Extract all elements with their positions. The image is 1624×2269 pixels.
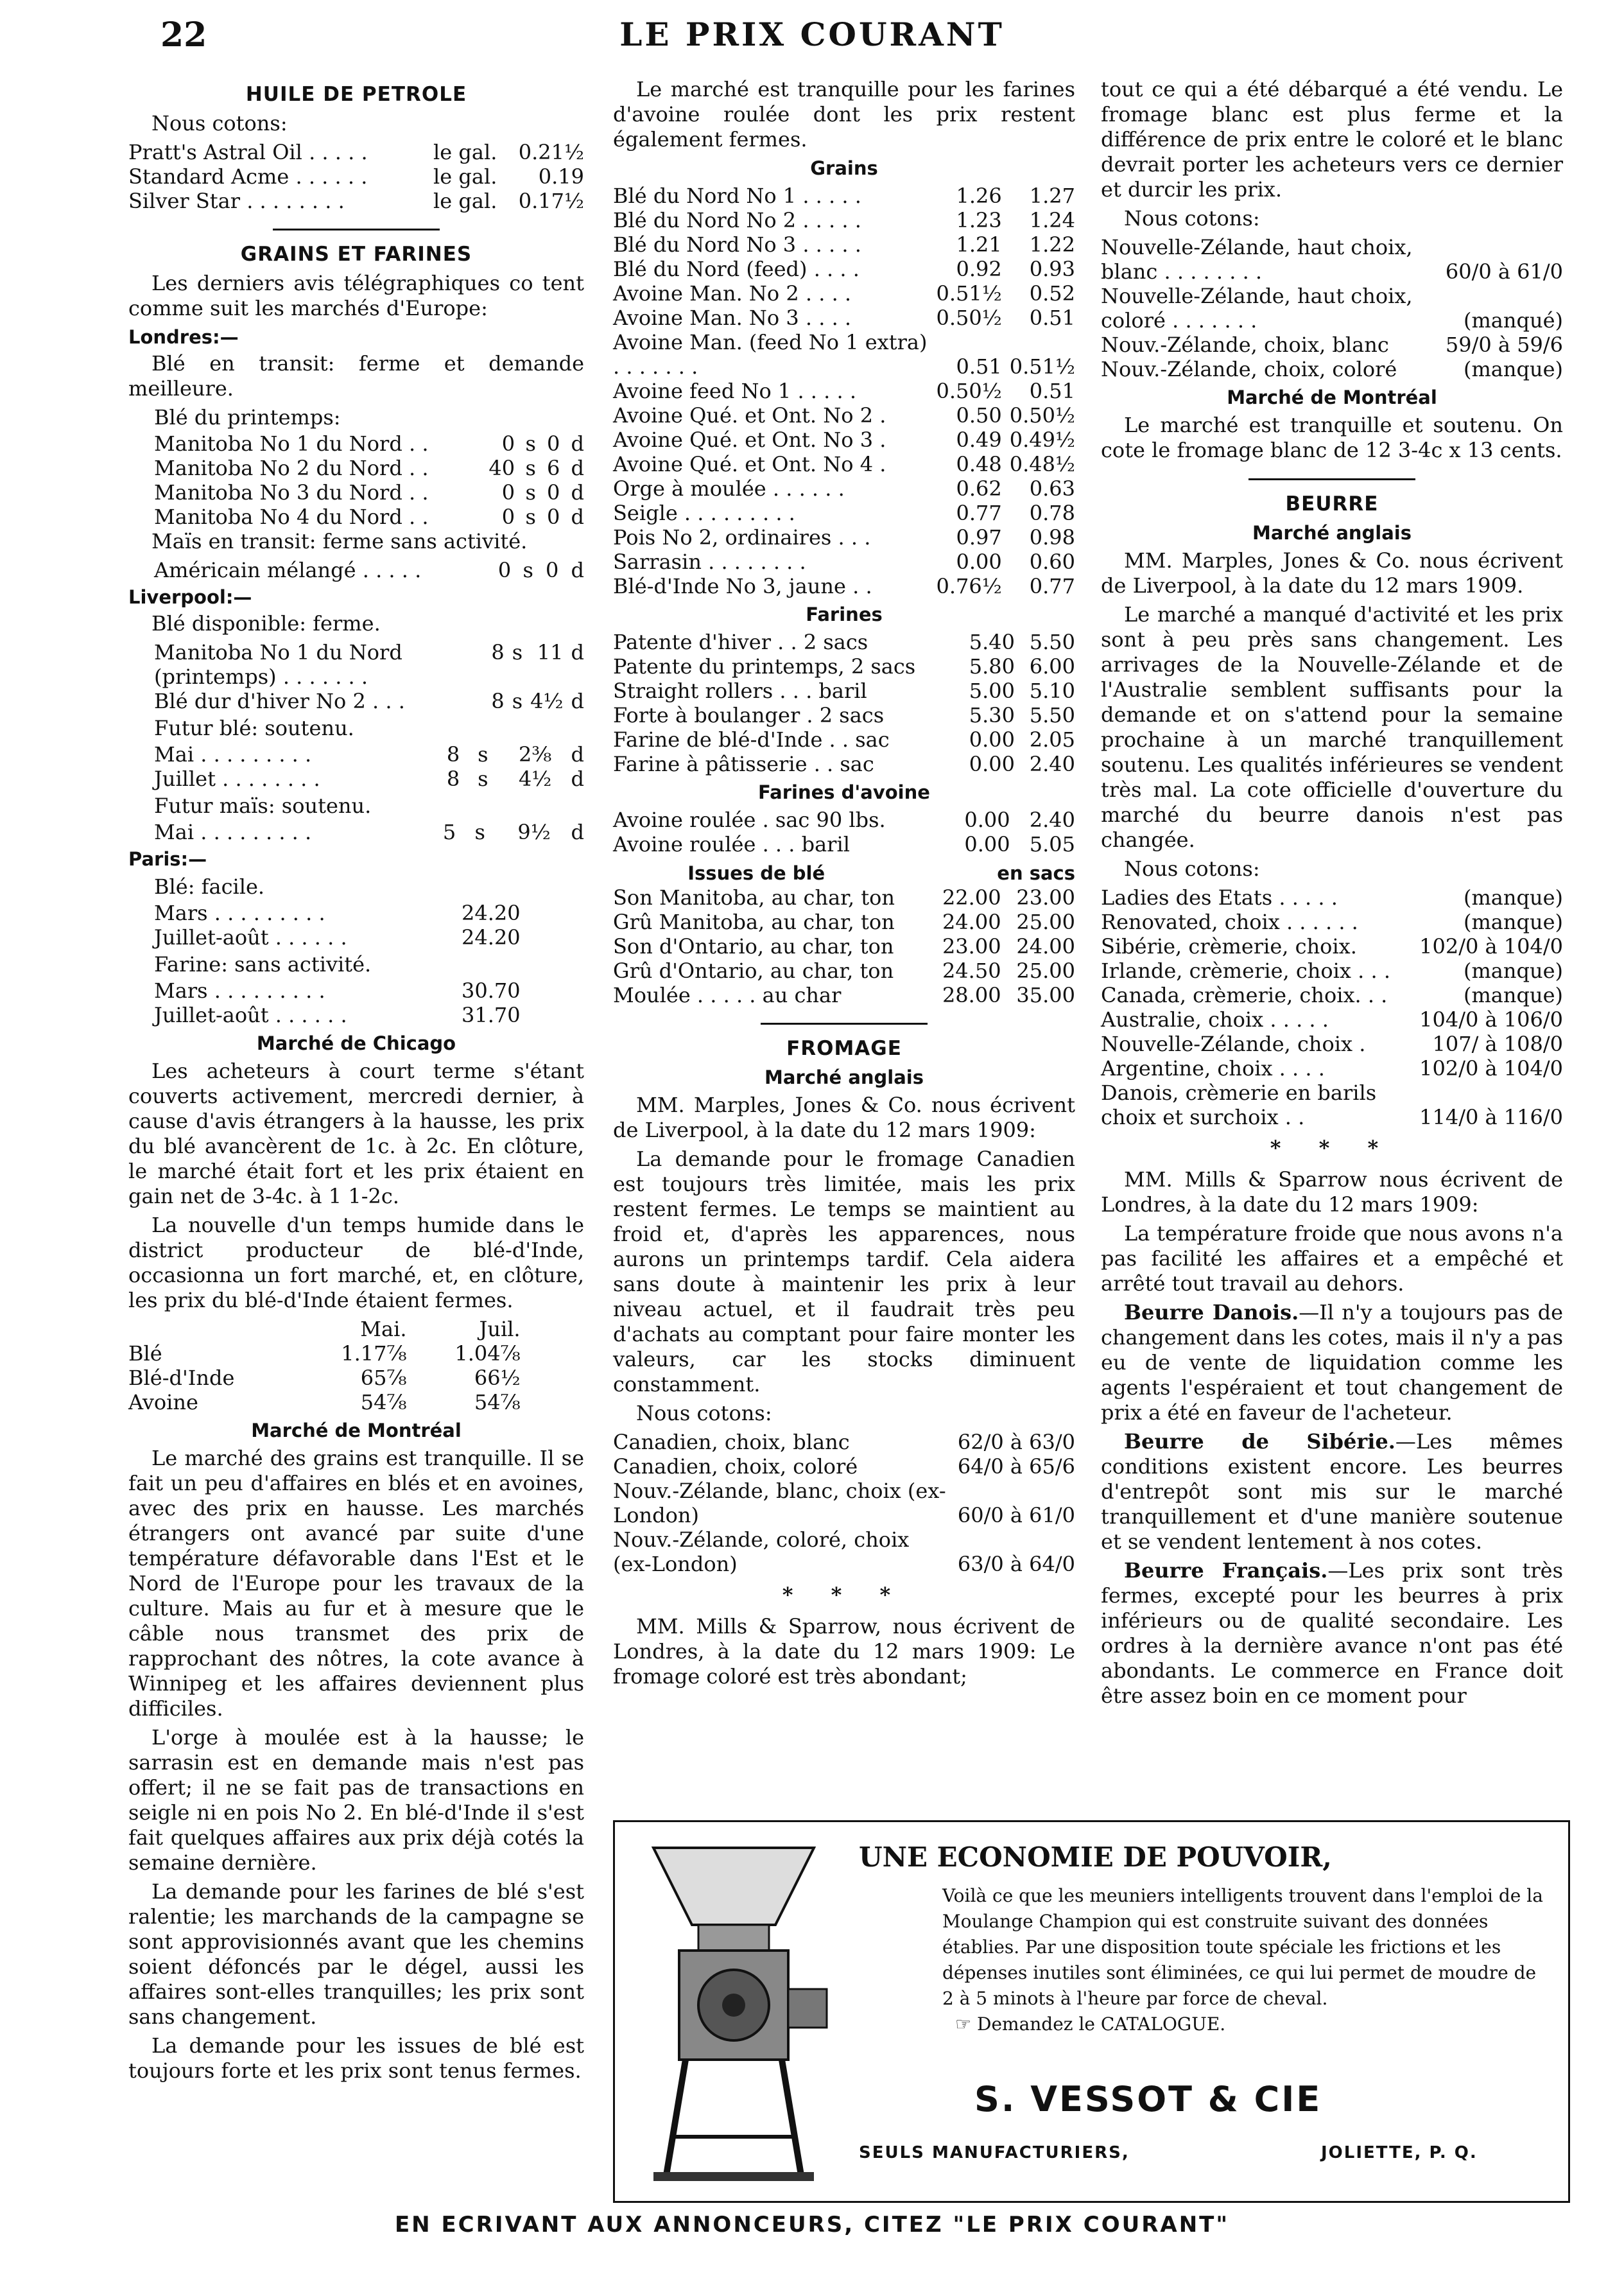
- fromage-paragraph-2: La demande pour le fromage Canadien est toujours très limitée, mais les prix restent fermes. Le temps se maintient au froid et, d'après les apparences, nous aurons un printemps tardif. Cela aidera sans doute à maintenir les prix à leur niveau actuel, et il faudrait très peu d'achats au comptant pour faire monter les valeurs, car les stocks diminuent constamment.: [613, 1147, 1075, 1396]
- fromage-continued: tout ce qui a été débarqué a été vendu. Le fromage blanc est plus ferme et la différence de prix entre le coloré et le blanc devrait porter les acheteurs vers ce dernier et durcir les prix.: [1101, 77, 1563, 202]
- montreal-paragraph-2: L'orge à moulée est à la hausse; le sarrasin est en demande mais n'est pas offert; il ne se fait pas de transactions en seigle ni en pois No 2. En blé-d'Inde il s'est fait quelques affaires aux prix déjà cotés la semaine dernière.: [128, 1725, 584, 1875]
- table-row: Silver Star . . . . . . . . le gal. 0.17½: [128, 189, 584, 213]
- table-row: Grû d'Ontario, au char, ton 24.50 25.00: [613, 959, 1075, 983]
- publication-title: LE PRIX COURANT: [619, 15, 1005, 53]
- table-row: Seigle . . . . . . . . . 0.77 0.78: [613, 501, 1075, 525]
- avoine-title: Farines d'avoine: [758, 781, 930, 803]
- table-row: Blé-d'Inde 65⅞ 66½: [128, 1366, 521, 1390]
- column-1: [128, 77, 584, 2087]
- chicago-title: Marché de Chicago: [256, 1032, 456, 1054]
- liverpool-futur-ble-table: [128, 742, 584, 791]
- ad-manufacturers: SEULS MANUFACTURIERS,: [859, 2143, 1130, 2162]
- londres-mais: Maïs en transit: ferme sans activité.: [151, 529, 528, 553]
- fromage-paragraph-1: MM. Marples, Jones & Co. nous écrivent de Liverpool, à la date du 12 mars 1909:: [613, 1093, 1075, 1142]
- table-row: Nouvelle-Zélande, haut choix, coloré . . . . . . . (manqué): [1101, 284, 1563, 333]
- table-row: Manitoba No 2 du Nord . . 40 s 6 d: [154, 456, 584, 480]
- ad-brand: S. VESSOT & CIE: [974, 2079, 1322, 2119]
- table-row: Straight rollers . . . baril 5.00 5.10: [613, 679, 1075, 703]
- montreal-paragraph-4: La demande pour les issues de blé est toujours forte et les prix sont tenus fermes.: [128, 2033, 584, 2083]
- table-row: Avoine Man. No 2 . . . . 0.51½ 0.52: [613, 281, 1075, 306]
- table-row: Avoine roulée . . . baril 0.00 5.05: [613, 832, 1075, 856]
- londres-americain-table: [128, 558, 584, 582]
- advertisement-vessot: [613, 1820, 1570, 2203]
- table-row: Nouvelle-Zélande, choix . 107/ à 108/0: [1101, 1032, 1563, 1056]
- table-row: Juillet-août . . . . . . 31.70: [154, 1003, 521, 1027]
- farines-table: [613, 630, 1075, 776]
- table-row: Manitoba No 1 du Nord (printemps) . . . . . . . 8 s 11 d: [154, 640, 584, 689]
- mills-beurre-paragraph-1: MM. Mills & Sparrow nous écrivent de Londres, à la date du 12 mars 1909:: [1101, 1167, 1563, 1217]
- issues-header: [613, 860, 1075, 885]
- beurre-paragraph-2: Le marché a manqué d'activité et les prix sont à peu près sans changement. Les arrivages de la Nouvelle-Zélande et de l'Australie semblent suffisants pour la demande et on s'attend pour la semaine prochaine à un marché tranquillement soutenu. Les qualités inférieures se vendent très mal. La cote officielle d'ouverture du marché du beurre danois n'est pas changée.: [1101, 602, 1563, 852]
- table-row: Canadien, choix, blanc 62/0 à 63/0: [613, 1430, 1075, 1454]
- londres-table: [128, 431, 584, 529]
- table-row: Son Manitoba, au char, ton 22.00 23.00: [613, 885, 1075, 910]
- liverpool-disponible: Blé disponible: ferme.: [151, 611, 381, 636]
- table-row: Nouv.-Zélande, choix, blanc 59/0 à 59/6: [1101, 333, 1563, 357]
- table-row: Blé du Nord No 2 . . . . . 1.23 1.24: [613, 208, 1075, 232]
- table-row: Américain mélangé . . . . . 0 s 0 d: [154, 558, 584, 582]
- beurre-paragraph-1: MM. Marples, Jones & Co. nous écrivent de Liverpool, à la date du 12 mars 1909.: [1101, 548, 1563, 598]
- issues-title: Issues de blé: [687, 862, 825, 884]
- table-row: Forte à boulanger . 2 sacs 5.30 5.50: [613, 703, 1075, 727]
- table-row: Avoine Qué. et Ont. No 3 . 0.49 0.49½: [613, 428, 1075, 452]
- divider: [761, 1023, 928, 1025]
- table-row: Grû Manitoba, au char, ton 24.00 25.00: [613, 910, 1075, 934]
- table-row: Avoine feed No 1 . . . . . 0.50½ 0.51: [613, 379, 1075, 403]
- section-stars: * * *: [782, 1583, 906, 1607]
- table-row: Manitoba No 1 du Nord . . 0 s 0 d: [154, 431, 584, 456]
- table-row: Argentine, choix . . . . 102/0 à 104/0: [1101, 1056, 1563, 1081]
- chicago-table: [128, 1317, 521, 1414]
- grains-intro: Les derniers avis télégraphiques co tent comme suit les marchés d'Europe:: [128, 271, 584, 320]
- mill-machine-illustration: [628, 1835, 840, 2188]
- section-stars: * * *: [1270, 1136, 1394, 1160]
- table-row: Juillet . . . . . . . . 8 s 4½ d: [154, 767, 584, 791]
- beurre-table: [1101, 885, 1563, 1129]
- beurre-siberie-paragraph: Beurre de Sibérie.—Les mêmes conditions existent encore. Les beurres d'entrepôt sont mis sur le marché tranquillement et d'une manière soutenue et se vendent lentement à nos cotes.: [1101, 1429, 1564, 1554]
- fromage-table: [613, 1430, 1075, 1576]
- column-3: [1101, 77, 1563, 1712]
- table-row: Blé du Nord No 1 . . . . . 1.26 1.27: [613, 184, 1075, 208]
- table-row: Mai . . . . . . . . . 8 s 2⅜ d: [154, 742, 584, 767]
- ad-text: Voilà ce que les meuniers intelligents trouvent dans l'emploi de la Moulange Champion qui est construite suivant des données établies. Par une disposition toute spéciale les frictions et les dépenses inutiles sont éliminées, ce qui lui permet de moudre de 2 à 5 minots à l'heure par force de cheval.: [942, 1885, 1543, 2009]
- chicago-paragraph-1: Les acheteurs à court terme s'étant couverts activement, mercredi dernier, à cause d'avis étrangers à la hausse, les prix du blé avancèrent de 1c. à 2c. En clôture, le marché était fort et les prix étaient en gain net de 3-4c. à 1 1-2c.: [128, 1059, 584, 1208]
- liverpool-futur-mais-table: [128, 820, 584, 844]
- table-row: Manitoba No 3 du Nord . . 0 s 0 d: [154, 480, 584, 505]
- table-row: Mars . . . . . . . . . 24.20: [154, 901, 521, 925]
- table-row: Sibérie, crèmerie, choix. 102/0 à 104/0: [1101, 934, 1563, 959]
- beurre-francais-paragraph: Beurre Français.—Les prix sont très fermes, excepté pour les beurres à prix inférieurs ou de qualité secondaire. Les ordres à la dernière avance n'ont pas été abondants. Le commerce en France doit être assez boin en ce moment pour: [1101, 1558, 1564, 1708]
- table-row: Mars . . . . . . . . . 30.70: [154, 978, 521, 1003]
- liverpool-label: Liverpool:—: [128, 586, 252, 608]
- page-number: 22: [160, 15, 207, 55]
- table-row: Nouv.-Zélande, blanc, choix (ex-London) 60/0 à 61/0: [613, 1479, 1075, 1527]
- section-title-grains: GRAINS ET FARINES: [240, 243, 472, 266]
- col2-intro: Le marché est tranquille pour les farines d'avoine roulée dont les prix restent également fermes.: [613, 77, 1075, 152]
- table-row: Ladies des Etats . . . . . (manque): [1101, 885, 1563, 910]
- nz-fromage-table: [1101, 235, 1563, 381]
- table-header-row: Mai. Juil.: [360, 1317, 521, 1341]
- section-title-petrole: HUILE DE PETROLE: [245, 83, 467, 106]
- beurre-danois-paragraph: Beurre Danois.—Il n'y a toujours pas de changement dans les cotes, mais il n'y a pas eu de vente de liquidation comme les agents l'espéraient et tout changement de prix a été en faveur de l'acheteur.: [1101, 1300, 1564, 1425]
- beurre-siberie-label: Beurre de Sibérie.: [1124, 1429, 1395, 1454]
- table-row: Patente d'hiver . . 2 sacs 5.40 5.50: [613, 630, 1075, 654]
- chicago-paragraph-2: La nouvelle d'un temps humide dans le district producteur de blé-d'Inde, occasionna un fort marché, et, en clôture, les prix du blé-d'Inde étaient fermes.: [128, 1213, 584, 1312]
- table-row: Pratt's Astral Oil . . . . . le gal. 0.21½: [128, 140, 584, 164]
- farines-title: Farines: [806, 604, 883, 625]
- beurre-cotons: Nous cotons:: [1124, 856, 1260, 881]
- londres-printemps: Blé du printemps:: [154, 405, 341, 430]
- table-row: Sarrasin . . . . . . . . 0.00 0.60: [613, 550, 1075, 574]
- table-row: Avoine Qué. et Ont. No 4 . 0.48 0.48½: [613, 452, 1075, 476]
- paris-ble: Blé: facile.: [154, 874, 265, 899]
- table-row: Avoine roulée . sac 90 lbs. 0.00 2.40: [613, 808, 1075, 832]
- table-row: Pois No 2, ordinaires . . . 0.97 0.98: [613, 525, 1075, 550]
- table-row: Blé du Nord (feed) . . . . 0.92 0.93: [613, 257, 1075, 281]
- ad-city: JOLIETTE, P. Q.: [1321, 2143, 1478, 2162]
- beurre-francais-label: Beurre Français.: [1124, 1558, 1328, 1583]
- table-row: Manitoba No 4 du Nord . . 0 s 0 d: [154, 505, 584, 529]
- ad-title: UNE ECONOMIE DE POUVOIR,: [859, 1841, 1332, 1873]
- issues-table: [613, 885, 1075, 1007]
- table-row: Farine de blé-d'Inde . . sac 0.00 2.05: [613, 727, 1075, 752]
- paris-label: Paris:—: [128, 848, 207, 870]
- table-row: Australie, choix . . . . . 104/0 à 106/0: [1101, 1007, 1563, 1032]
- table-row: Son d'Ontario, au char, ton 23.00 24.00: [613, 934, 1075, 959]
- table-row: Moulée . . . . . au char 28.00 35.00: [613, 983, 1075, 1007]
- montreal-paragraph-3: La demande pour les farines de blé s'est ralentie; les marchands de la campagne se sont approvisionnés avant que les chemins soient défoncés par le dégel, aussi les affaires sont-elles tranquilles; les prix sont sans changement.: [128, 1879, 584, 2029]
- paris-ble-table: [128, 901, 521, 950]
- beurre-marche-anglais: Marché anglais: [1252, 522, 1412, 544]
- divider: [273, 229, 440, 230]
- table-row: Nouv.-Zélande, choix, coloré (manque): [1101, 357, 1563, 381]
- table-row: Avoine Man. (feed No 1 extra) . . . . . . . 0.51 0.51½: [613, 330, 1075, 379]
- page-header: [0, 9, 1624, 60]
- petrole-intro: Nous cotons:: [151, 111, 288, 135]
- nz-cotons: Nous cotons:: [1124, 206, 1260, 230]
- montreal-title: Marché de Montréal: [251, 1420, 462, 1441]
- ad-body: [942, 1883, 1552, 2037]
- table-row: Blé 1.17⅞ 1.04⅞: [128, 1341, 521, 1366]
- table-row: Canada, crèmerie, choix. . . (manque): [1101, 983, 1563, 1007]
- avoine-table: [613, 808, 1075, 856]
- table-row: Avoine 54⅞ 54⅞: [128, 1390, 521, 1414]
- table-row: Patente du printemps, 2 sacs 5.80 6.00: [613, 654, 1075, 679]
- paris-farine: Farine: sans activité.: [154, 952, 372, 977]
- petrole-table: [128, 140, 584, 213]
- table-row: Orge à moulée . . . . . . 0.62 0.63: [613, 476, 1075, 501]
- fromage-marche-anglais: Marché anglais: [764, 1066, 924, 1088]
- table-row: Farine à pâtisserie . . sac 0.00 2.40: [613, 752, 1075, 776]
- fromage-title: FROMAGE: [786, 1037, 902, 1060]
- table-row: Standard Acme . . . . . . le gal. 0.19: [128, 164, 584, 189]
- table-row: Juillet-août . . . . . . 24.20: [154, 925, 521, 950]
- table-row: Nouv.-Zélande, coloré, choix (ex-London) 63/0 à 64/0: [613, 1527, 1075, 1576]
- paris-farine-table: [128, 978, 521, 1027]
- montreal-paragraph-1: Le marché des grains est tranquille. Il se fait un peu d'affaires en blés et en avoines, avec des prix en hausse. Les marchés étrangers ont avancé par suite d'une température défavorable dans l'Est et le Nord de l'Europe pour les travaux de la culture. Mais au fur et à mesure que le câble nous transmet des prix de rapprochant des nôtres, la cote avance à Winnipeg et les affaires deviennent plus difficiles.: [128, 1446, 584, 1721]
- liverpool-table: [128, 640, 584, 713]
- table-row: Canadien, choix, coloré 64/0 à 65/6: [613, 1454, 1075, 1479]
- table-row: Irlande, crèmerie, choix . . . (manque): [1101, 959, 1563, 983]
- ad-catalogue: ☞ Demandez le CATALOGUE.: [955, 2013, 1226, 2035]
- beurre-title: BEURRE: [1285, 492, 1379, 516]
- liverpool-futur-mais: Futur maïs: soutenu.: [154, 794, 372, 818]
- fromage-cotons: Nous cotons:: [636, 1401, 772, 1425]
- grains-table: [613, 184, 1075, 598]
- mills-paragraph: MM. Mills & Sparrow, nous écrivent de Londres, à la date du 12 mars 1909: Le fromage coloré est très abondant;: [613, 1614, 1075, 1689]
- table-row: Renovated, choix . . . . . . (manque): [1101, 910, 1563, 934]
- montreal-fromage-paragraph: Le marché est tranquille et soutenu. On cote le fromage blanc de 12 3-4c x 13 cents.: [1101, 413, 1563, 462]
- londres-ble-transit: Blé en transit: ferme et demande meilleure.: [128, 351, 584, 401]
- divider: [1248, 478, 1415, 480]
- montreal-fromage-title: Marché de Montréal: [1227, 387, 1437, 408]
- table-row: Danois, crèmerie en barils choix et surchoix . . 114/0 à 116/0: [1101, 1081, 1563, 1129]
- issues-unit: en sacs: [997, 862, 1075, 884]
- grains-title: Grains: [810, 157, 878, 179]
- table-row: Mai . . . . . . . . . 5 s 9½ d: [154, 820, 584, 844]
- page-footer: EN ECRIVANT AUX ANNONCEURS, CITEZ "LE PRIX COURANT": [394, 2212, 1230, 2238]
- table-row: Nouvelle-Zélande, haut choix, blanc . . . . . . . . 60/0 à 61/0: [1101, 235, 1563, 284]
- beurre-danois-label: Beurre Danois.: [1124, 1300, 1299, 1325]
- table-row: Avoine Man. No 3 . . . . 0.50½ 0.51: [613, 306, 1075, 330]
- mills-beurre-paragraph-2: La température froide que nous avons n'a pas facilité les affaires et a empêché et arrêté tout travail au dehors.: [1101, 1221, 1563, 1296]
- table-row: Blé du Nord No 3 . . . . . 1.21 1.22: [613, 232, 1075, 257]
- table-row: Blé-d'Inde No 3, jaune . . 0.76½ 0.77: [613, 574, 1075, 598]
- column-2: [613, 77, 1075, 1693]
- table-row: Blé dur d'hiver No 2 . . . 8 s 4½ d: [154, 689, 584, 713]
- liverpool-futur-ble: Futur blé: soutenu.: [154, 716, 354, 740]
- table-row: Avoine Qué. et Ont. No 2 . 0.50 0.50½: [613, 403, 1075, 428]
- londres-label: Londres:—: [128, 326, 239, 348]
